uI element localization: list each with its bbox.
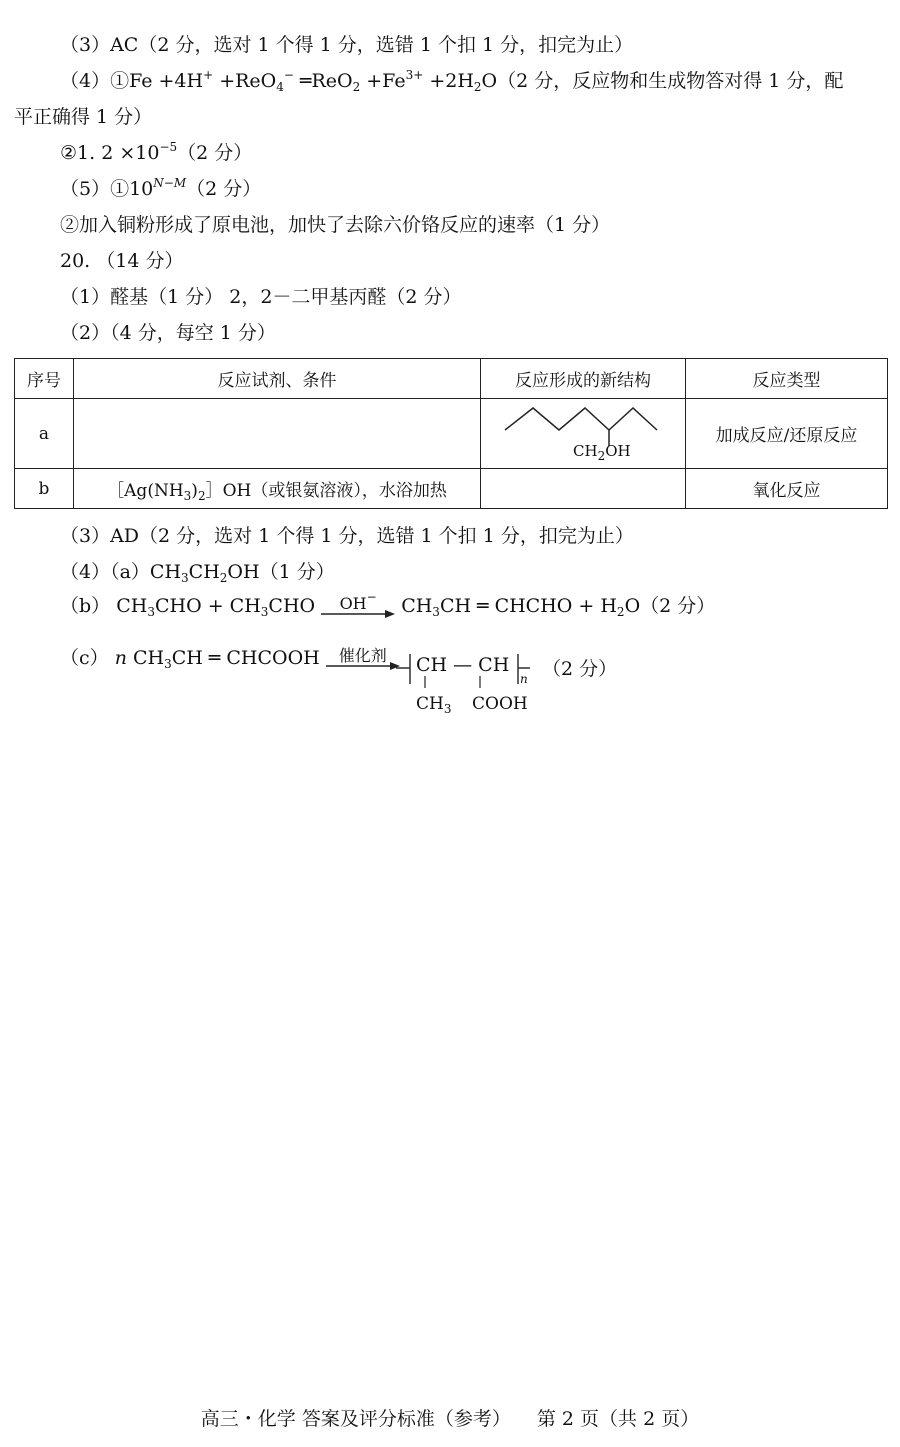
reaction-arrow: OH−	[321, 595, 395, 619]
row-a-type: 加成反应/还原反应	[686, 399, 888, 469]
q20-3-answer: （3）AD（2 分，选对 1 个得 1 分，选错 1 个扣 1 分，扣完为止）	[60, 525, 634, 547]
footer-title: 高三・化学 答案及评分标准（参考）	[200, 1408, 511, 1430]
table-header-no: 序号	[15, 359, 74, 399]
ch2oh-label: $CH_2OH$	[573, 441, 631, 463]
row-a-structure	[481, 399, 686, 469]
q19-4-equation: （4）①Fe +4H+ +ReO$_4$− ═ReO$_2$ $+Fe^{3+} +2H_2O(2$ 分，反应物和生成物答对得 1 分，配	[60, 68, 844, 94]
q19-4-continued: 平正确得 1 分）	[14, 106, 153, 128]
table-row	[15, 399, 888, 469]
q20-4b-equation: （b） $CH_3CHO + CH_3CHO$ OH− $CH_3CH$ ═ CHCHO + $H_2O(2$ 分）	[60, 590, 716, 619]
q19-5-answer: $(5)①10^{N-M}(2$ 分）	[60, 176, 262, 200]
q19-3-answer: （3）AC（2 分，选对 1 个得 1 分，选错 1 个扣 1 分，扣完为止）	[60, 34, 634, 56]
row-b-reagent: $[Ag(NH_3)_2]OH$（或银氨溶液），水浴加热	[74, 469, 481, 509]
polymer-structure: CH — CH n $CH_3$ COOH （2 分）	[390, 650, 590, 720]
table-header-structure: 反应形成的新结构	[481, 359, 686, 399]
q20-heading: 20. （14 分）	[60, 250, 184, 272]
table-row	[15, 469, 888, 509]
reaction-arrow: 催化剂	[326, 647, 400, 671]
table-header-reagent: 反应试剂、条件	[74, 359, 481, 399]
table-header-type: 反应类型	[686, 359, 888, 399]
q20-1-answer: （1）醛基（1 分） 2，2－二甲基丙醛（2 分）	[60, 286, 462, 308]
q20-4a-answer: $(4)(a)CH_3CH_2OH(1$ 分）	[60, 561, 335, 585]
q19-5b-answer: ②加入铜粉形成了原电池，加快了去除六价铬反应的速率（1 分）	[60, 214, 611, 236]
row-a-no: a	[15, 399, 74, 469]
row-b-no: b	[15, 469, 74, 509]
row-b-type: 氧化反应	[686, 469, 888, 509]
page-footer	[0, 1404, 900, 1431]
q20-2-answer: （2）（4 分，每空 1 分）	[60, 322, 276, 344]
q20-4c-equation: （c） n $CH_3CH$ ═ CHCOOH 催化剂	[60, 646, 400, 671]
row-b-structure	[481, 469, 686, 509]
row-a-reagent	[74, 399, 481, 469]
q19-4b-answer: ②1. $2 \times 10^{-5}(2$ 分）	[60, 140, 253, 164]
footer-page-number: 第 2 页（共 2 页）	[536, 1408, 700, 1430]
answer-table	[14, 358, 888, 509]
